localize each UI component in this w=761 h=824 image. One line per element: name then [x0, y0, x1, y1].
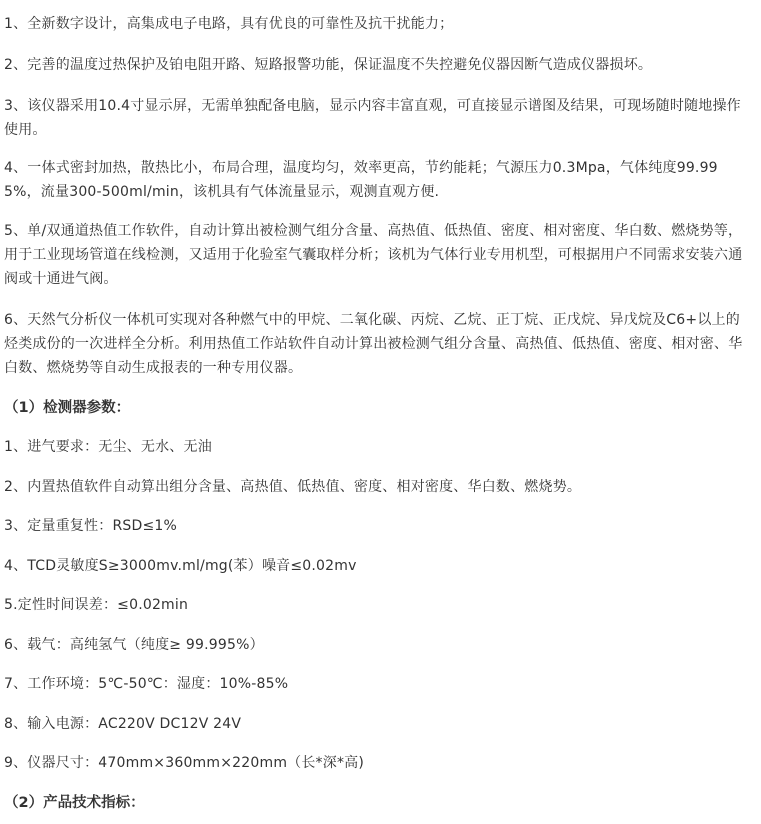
- detector-param-item: 8、输入电源：AC220V DC12V 24V: [4, 716, 242, 732]
- feature-paragraph-6: 6、天然气分析仪一体机可实现对各种燃气中的甲烷、二氧化碳、丙烷、乙烷、正丁烷、正戊烷、异戊烷及C6+以上的烃类成份的一次进样全分析。利用热值工作站软件自动计算出被检测气组分含量、高热值、低热值、密度、相对密、华白数、燃烧势等自动生成报表的一种专用仪器。: [4, 312, 743, 376]
- feature-paragraph-3: 3、该仪器采用10.4寸显示屏，无需单独配备电脑，显示内容丰富直观，可直接显示谱图及结果，可现场随时随地操作使用。: [4, 98, 741, 138]
- detector-param-item: 3、定量重复性：RSD≤1%: [4, 518, 178, 534]
- detector-param-item: 1、进气要求：无尘、无水、无油: [4, 439, 212, 455]
- detector-param-item: 4、TCD灵敏度S≥3000mv.ml/mg(苯）噪音≤0.02mv: [4, 558, 357, 574]
- detector-param-item: 5.定性时间误差：≤0.02min: [4, 597, 189, 613]
- tech-spec-heading: （2）产品技术指标：: [4, 795, 145, 811]
- feature-paragraph-2: 2、完善的温度过热保护及铂电阻开路、短路报警功能，保证温度不失控避免仪器因断气造成仪器损坏。: [4, 57, 653, 73]
- detector-param-item: 9、仪器尺寸：470mm×360mm×220mm（长*深*高): [4, 755, 365, 771]
- feature-paragraph-5: 5、单/双通道热值工作软件，自动计算出被检测气组分含量、高热值、低热值、密度、相对密度、华白数、燃烧势等，用于工业现场管道在线检测，又适用于化验室气囊取样分析；该机为气体行业专用机型，可根据用户不同需求安装六通阀或十通进气阀。: [4, 223, 743, 287]
- feature-paragraph-1: 1、全新数字设计，高集成电子电路，具有优良的可靠性及抗干扰能力；: [4, 16, 454, 32]
- detector-param-item: 6、载气：高纯氢气（纯度≥ 99.995%）: [4, 637, 264, 653]
- detector-params-heading: （1）检测器参数：: [4, 400, 131, 416]
- feature-paragraph-4: 4、一体式密封加热，散热比小，布局合理，温度均匀，效率更高，节约能耗；气源压力0.3Mpa，气体纯度99.995%，流量300-500ml/min，该机具有气体流量显示，观测直观方便.: [4, 160, 718, 200]
- detector-param-item: 7、工作环境：5℃-50℃：湿度：10%-85%: [4, 676, 289, 692]
- detector-param-item: 2、内置热值软件自动算出组分含量、高热值、低热值、密度、相对密度、华白数、燃烧势。: [4, 479, 582, 495]
